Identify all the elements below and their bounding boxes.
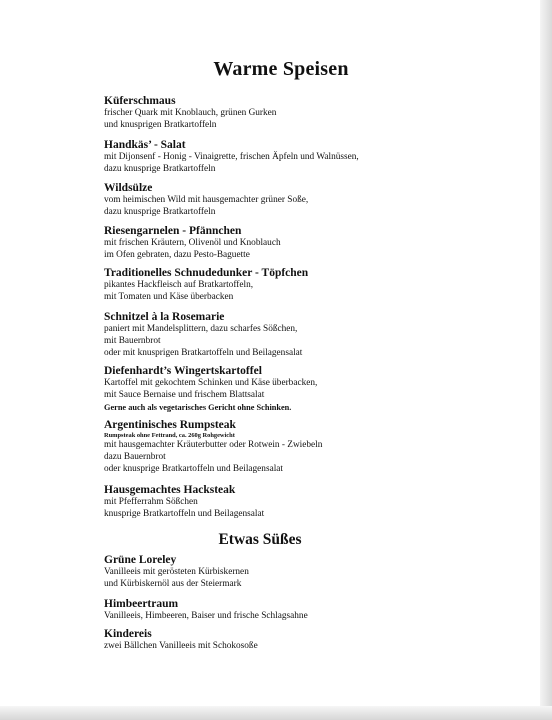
dish-description-line: dazu knusprige Bratkartoffeln — [104, 163, 216, 174]
menu-item — [104, 364, 524, 413]
menu-item — [104, 553, 524, 591]
dish-description-line: oder knusprige Bratkartoffeln und Beilagensalat — [104, 463, 283, 474]
menu-item — [104, 597, 524, 623]
menu-item — [104, 310, 524, 359]
dish-description-line: mit Pfefferrahm Sößchen — [104, 497, 198, 507]
dish-description-line: dazu Bauernbrot — [104, 451, 166, 462]
menu-item — [104, 483, 524, 521]
dessert-description-line: und Kürbiskernöl aus der Steiermark — [104, 578, 242, 589]
dessert-name: Himbeertraum — [104, 598, 179, 610]
menu-item — [104, 138, 524, 176]
menu-item — [104, 94, 524, 132]
dish-name: Argentinisches Rumpsteak — [104, 419, 236, 431]
page-edge-bottom — [0, 706, 552, 720]
menu-item — [104, 224, 524, 262]
dish-description-line: frischer Quark mit Knoblauch, grünen Gurken — [104, 108, 277, 118]
dessert-description-line: zwei Bällchen Vanilleeis mit Schokosoße — [104, 641, 258, 651]
dish-name: Schnitzel à la Rosemarie — [104, 311, 225, 323]
dessert-description-line: Vanilleeis, Himbeeren, Baiser und frische Schlagsahne — [104, 611, 308, 621]
dish-description-line: und knusprigen Bratkartoffeln — [104, 119, 217, 130]
dish-description-line: paniert mit Mandelsplittern, dazu scharfes Sößchen, — [104, 324, 298, 334]
dish-description-line: vom heimischen Wild mit hausgemachter grüner Soße, — [104, 195, 309, 205]
dish-description-line: knusprige Bratkartoffeln und Beilagensalat — [104, 508, 265, 519]
dish-description-line: mit Bauernbrot — [104, 335, 161, 346]
dish-name: Wildsülze — [104, 182, 153, 194]
dessert-description-line: Vanilleeis mit gerösteten Kürbiskernen — [104, 567, 249, 577]
menu-item — [104, 266, 524, 304]
menu-item — [104, 418, 524, 475]
dish-name: Traditionelles Schnudedunker - Töpfchen — [104, 267, 309, 279]
dish-name: Diefenhardt’s Wingertskartoffel — [104, 365, 262, 377]
dish-description-line: mit Tomaten und Käse überbacken — [104, 291, 234, 302]
section-title-desserts: Etwas Süßes — [218, 531, 302, 548]
section-title-warm-dishes: Warme Speisen — [213, 58, 349, 80]
dish-weight-note: Rumpsteak ohne Fettrand, ca. 260g Rohgewicht — [104, 432, 235, 439]
dish-name: Riesengarnelen - Pfännchen — [104, 225, 242, 237]
menu-item — [104, 627, 524, 653]
dish-description-line: dazu knusprige Bratkartoffeln — [104, 206, 216, 217]
dish-description-line: oder mit knusprigen Bratkartoffeln und Beilagensalat — [104, 347, 303, 358]
dish-description-line: mit hausgemachter Kräuterbutter oder Rotwein - Zwiebeln — [104, 440, 323, 450]
dessert-name: Grüne Loreley — [104, 554, 177, 566]
dish-note: Gerne auch als vegetarisches Gericht ohne Schinken. — [104, 402, 292, 412]
dish-description-line: pikantes Hackfleisch auf Bratkartoffeln, — [104, 280, 254, 290]
dish-description-line: im Ofen gebraten, dazu Pesto-Baguette — [104, 249, 250, 260]
dish-name: Hausgemachtes Hacksteak — [104, 484, 236, 496]
dish-name: Küferschmaus — [104, 95, 176, 107]
dish-description-line: mit Dijonsenf - Honig - Vinaigrette, frischen Äpfeln und Walnüssen, — [104, 152, 359, 162]
page-edge-right — [540, 0, 552, 720]
dish-description-line: Kartoffel mit gekochtem Schinken und Käse überbacken, — [104, 378, 318, 388]
dessert-name: Kindereis — [104, 628, 152, 640]
menu-item — [104, 181, 524, 219]
dish-name: Handkäs’ - Salat — [104, 139, 186, 151]
dish-description-line: mit frischen Kräutern, Olivenöl und Knoblauch — [104, 238, 281, 248]
dish-description-line: mit Sauce Bernaise und frischem Blattsalat — [104, 389, 265, 400]
